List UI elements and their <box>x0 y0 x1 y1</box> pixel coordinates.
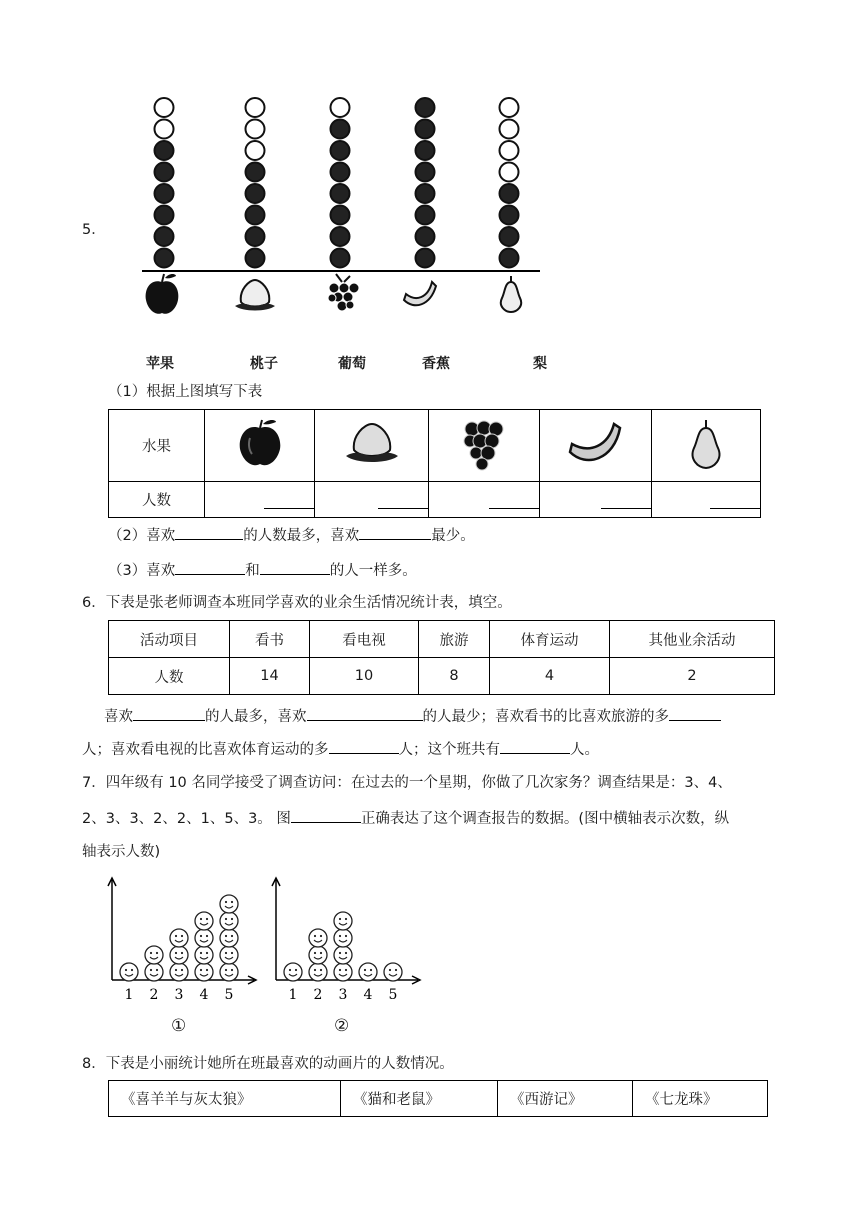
activity-value-5: 2 <box>610 658 775 695</box>
bead-filled <box>246 249 265 268</box>
answer-blank-most[interactable] <box>175 525 243 540</box>
bead-empty <box>500 163 519 182</box>
smiley-chart-2 <box>268 872 428 1007</box>
activity-value-3: 8 <box>419 658 490 695</box>
bead-filled <box>416 249 435 268</box>
q7-line2-text-a: 2、3、3、2、2、1、5、3。 图 <box>82 811 291 827</box>
smiley-face-icon <box>309 946 327 964</box>
fruit-label-pear: 梨 <box>533 356 547 372</box>
bead-empty <box>500 141 519 160</box>
smiley-face-icon <box>170 929 188 947</box>
bead-filled <box>416 163 435 182</box>
bead-empty <box>500 120 519 139</box>
smiley-face-icon <box>195 946 213 964</box>
x-tick-label: 3 <box>338 987 348 1003</box>
activity-table <box>108 620 775 695</box>
q5-sub1: （1）根据上图填写下表 <box>108 384 263 400</box>
bead-filled <box>416 141 435 160</box>
answer-blank-q6-least[interactable] <box>307 706 423 721</box>
smiley-face-icon <box>334 912 352 930</box>
smiley-face-icon <box>334 929 352 947</box>
question-7-line2 <box>82 808 729 829</box>
smiley-face-icon <box>220 963 238 981</box>
bead-filled <box>500 184 519 203</box>
bead-filled <box>331 206 350 225</box>
fruit-label-peach: 桃子 <box>250 356 278 372</box>
bead-filled <box>500 249 519 268</box>
x-tick-label: 2 <box>149 987 159 1003</box>
activity-header-5: 其他业余活动 <box>610 621 775 658</box>
cartoon-header-2: 《西游记》 <box>498 1081 633 1117</box>
q6-line1-text-c: 的人最少；喜欢看书的比喜欢旅游的多 <box>422 709 669 725</box>
fruit-table-row2-header: 人数 <box>109 482 205 518</box>
fruit-cell-apple <box>205 410 315 482</box>
bead-filled <box>331 184 350 203</box>
bead-filled <box>246 227 265 246</box>
question-7-line1: 7．四年级有 10 名同学接受了调查访问：在过去的一个星期，你做了几次家务？调查结果是：3、4、 <box>82 775 732 791</box>
activity-header-2: 看电视 <box>310 621 419 658</box>
smiley-chart-1 <box>104 872 264 1007</box>
bead-filled <box>331 227 350 246</box>
bead-empty <box>246 120 265 139</box>
q5-sub2-text-a: （2）喜欢 <box>108 528 176 544</box>
bead-filled <box>246 184 265 203</box>
smiley-face-icon <box>195 963 213 981</box>
banana-icon <box>404 282 436 305</box>
q5-sub2-text-b: 的人数最多，喜欢 <box>243 528 360 544</box>
smiley-face-icon <box>334 946 352 964</box>
q6-line2-text-b: 人；这个班共有 <box>398 742 500 758</box>
bead-filled <box>155 184 174 203</box>
cartoon-header-1: 《猫和老鼠》 <box>341 1081 498 1117</box>
count-input-pear[interactable] <box>652 482 761 518</box>
count-input-banana[interactable] <box>540 482 652 518</box>
bead-filled <box>155 141 174 160</box>
q5-sub3-text-c: 的人一样多。 <box>329 563 417 579</box>
answer-blank-q6-diff2[interactable] <box>329 739 399 754</box>
bead-filled <box>416 120 435 139</box>
fruit-cell-banana <box>540 410 652 482</box>
smiley-face-icon <box>120 963 138 981</box>
grape-icon <box>328 274 359 311</box>
question-5-number: 5． <box>82 222 106 238</box>
answer-blank-same-1[interactable] <box>175 560 245 575</box>
bead-empty <box>155 98 174 117</box>
fruit-table-row1-header: 水果 <box>109 410 205 482</box>
bead-filled <box>416 184 435 203</box>
bead-empty <box>500 98 519 117</box>
smiley-face-icon <box>170 963 188 981</box>
activity-value-1: 14 <box>230 658 310 695</box>
cartoon-table <box>108 1080 768 1117</box>
cartoon-header-0: 《喜羊羊与灰太狼》 <box>109 1081 341 1117</box>
apple-icon <box>146 274 179 314</box>
smiley-face-icon <box>220 946 238 964</box>
bead-empty <box>155 120 174 139</box>
activity-value-4: 4 <box>490 658 610 695</box>
cartoon-header-3: 《七龙珠》 <box>633 1081 768 1117</box>
x-tick-label: 3 <box>174 987 184 1003</box>
answer-blank-q7-figure[interactable] <box>291 808 361 823</box>
bead-filled <box>246 206 265 225</box>
q5-sub2 <box>108 525 475 546</box>
fruit-label-grape: 葡萄 <box>338 356 366 372</box>
smiley-face-icon <box>170 946 188 964</box>
chart-1-label: ① <box>171 1016 187 1036</box>
pear-icon <box>501 276 521 312</box>
bead-filled <box>331 141 350 160</box>
fruit-label-apple: 苹果 <box>146 356 174 372</box>
bead-empty <box>246 141 265 160</box>
count-input-grape[interactable] <box>429 482 540 518</box>
q5-sub3-text-b: 和 <box>245 563 260 579</box>
smiley-face-icon <box>145 963 163 981</box>
grape-icon <box>457 413 511 475</box>
q5-sub2-text-c: 最少。 <box>431 528 475 544</box>
activity-header-3: 旅游 <box>419 621 490 658</box>
smiley-face-icon <box>220 895 238 913</box>
bead-filled <box>155 227 174 246</box>
smiley-face-icon <box>309 963 327 981</box>
q6-line1 <box>104 706 721 727</box>
apple-icon <box>233 416 287 472</box>
answer-blank-same-2[interactable] <box>260 560 330 575</box>
smiley-face-icon <box>145 946 163 964</box>
question-6-title: 6．下表是张老师调查本班同学喜欢的业余生活情况统计表，填空。 <box>82 595 512 611</box>
bead-filled <box>155 206 174 225</box>
x-tick-label: 4 <box>363 987 373 1003</box>
smiley-face-icon <box>334 963 352 981</box>
activity-header-0: 活动项目 <box>109 621 230 658</box>
q6-line1-text-a: 喜欢 <box>104 709 133 725</box>
activity-value-0: 人数 <box>109 658 230 695</box>
q6-line2-text-a: 人；喜欢看电视的比喜欢体育运动的多 <box>82 742 329 758</box>
bead-filled <box>416 206 435 225</box>
q5-sub3 <box>108 560 417 581</box>
q6-line1-text-b: 的人最多，喜欢 <box>205 709 307 725</box>
pear-icon <box>683 414 729 474</box>
x-tick-label: 2 <box>313 987 323 1003</box>
bead-filled <box>331 163 350 182</box>
bead-filled <box>331 120 350 139</box>
activity-header-1: 看书 <box>230 621 310 658</box>
chart-2-label: ② <box>334 1016 350 1036</box>
q6-line2-text-c: 人。 <box>570 742 599 758</box>
activity-value-2: 10 <box>310 658 419 695</box>
smiley-face-icon <box>195 929 213 947</box>
q7-line2-text-b: 正确表达了这个调查报告的数据。(图中横轴表示次数，纵 <box>360 811 730 827</box>
x-tick-label: 4 <box>199 987 209 1003</box>
fruit-table <box>108 409 761 518</box>
count-input-peach[interactable] <box>315 482 429 518</box>
fruit-cell-pear <box>652 410 761 482</box>
x-tick-label: 1 <box>288 987 298 1003</box>
smiley-face-icon <box>220 929 238 947</box>
bead-filled <box>246 163 265 182</box>
fruit-cell-grape <box>429 410 540 482</box>
count-input-apple[interactable] <box>205 482 315 518</box>
peach-icon <box>235 280 275 311</box>
activity-header-4: 体育运动 <box>490 621 610 658</box>
x-tick-label: 5 <box>224 987 234 1003</box>
smiley-face-icon <box>384 963 402 981</box>
bead-chart <box>130 88 550 323</box>
bead-empty <box>246 98 265 117</box>
answer-blank-q6-diff1[interactable] <box>669 706 721 721</box>
x-tick-label: 5 <box>388 987 398 1003</box>
bead-empty <box>331 98 350 117</box>
banana-icon <box>561 416 631 472</box>
smiley-face-icon <box>309 929 327 947</box>
fruit-label-banana: 香蕉 <box>422 356 450 372</box>
answer-blank-q6-total[interactable] <box>500 739 570 754</box>
bead-filled <box>416 98 435 117</box>
bead-filled <box>331 249 350 268</box>
bead-filled <box>155 163 174 182</box>
answer-blank-least[interactable] <box>359 525 431 540</box>
smiley-face-icon <box>195 912 213 930</box>
bead-filled <box>500 227 519 246</box>
question-8-title: 8．下表是小丽统计她所在班最喜欢的动画片的人数情况。 <box>82 1056 454 1072</box>
peach-icon <box>337 416 407 472</box>
smiley-face-icon <box>220 912 238 930</box>
x-tick-label: 1 <box>124 987 134 1003</box>
q6-line2 <box>82 739 599 760</box>
smiley-face-icon <box>284 963 302 981</box>
smiley-face-icon <box>359 963 377 981</box>
question-7-line3: 轴表示人数) <box>82 844 161 860</box>
fruit-cell-peach <box>315 410 429 482</box>
bead-filled <box>416 227 435 246</box>
bead-filled <box>500 206 519 225</box>
q5-sub3-text-a: （3）喜欢 <box>108 563 176 579</box>
bead-filled <box>155 249 174 268</box>
answer-blank-q6-most[interactable] <box>133 706 205 721</box>
